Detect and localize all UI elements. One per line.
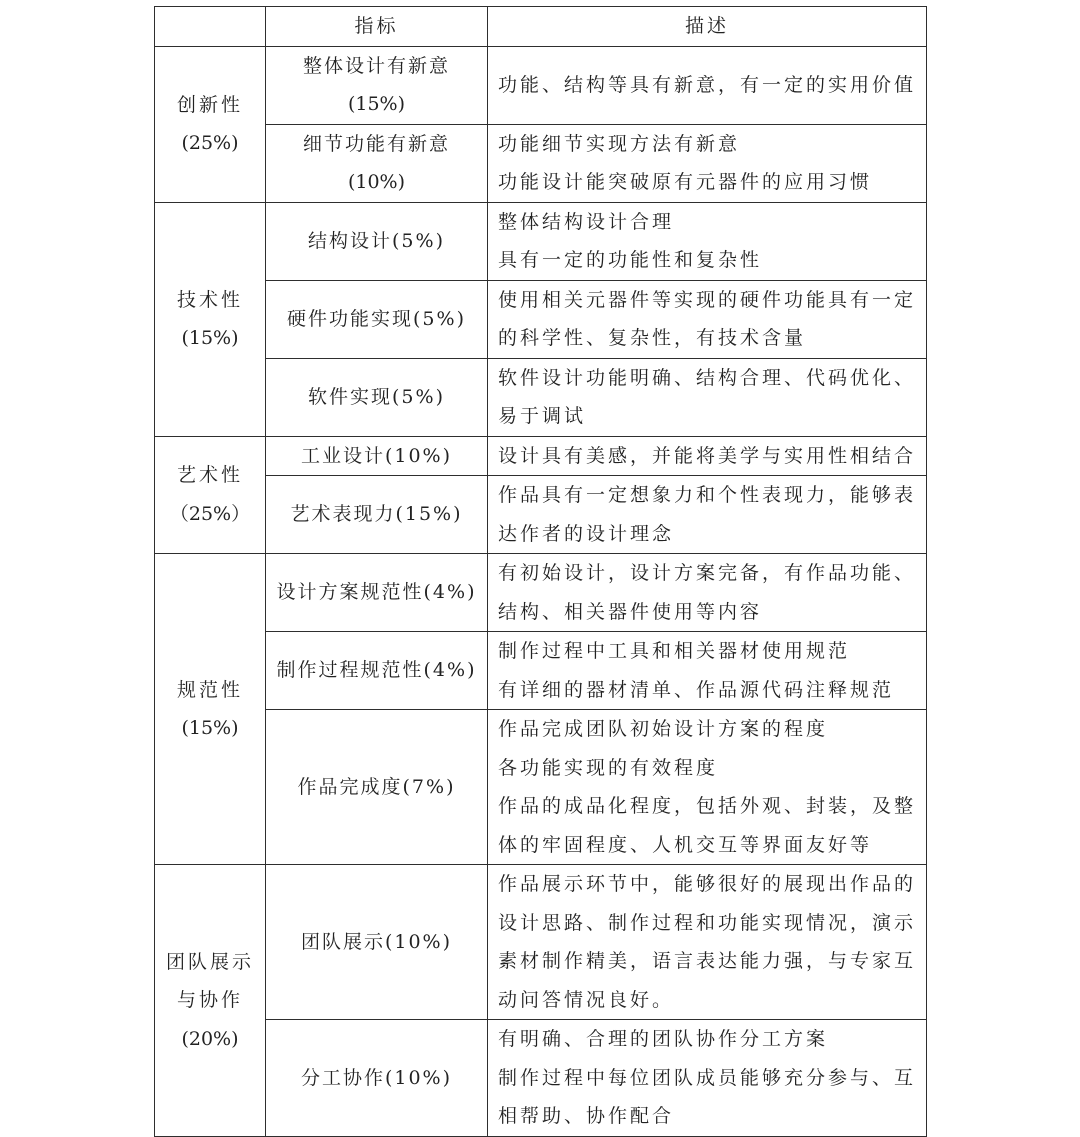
description-cell [488, 280, 927, 358]
description-line: 体的牢固程度、人机交互等界面友好等 [498, 833, 873, 856]
description-line: 设计思路、制作过程和功能实现情况，演示 [498, 911, 917, 934]
indicator-cell [266, 202, 488, 280]
table-header-row [155, 7, 927, 47]
indicator-weight: (10%) [347, 171, 406, 193]
category-weight: (25%) [181, 132, 239, 154]
category-cell [155, 865, 266, 1137]
category-name: 技术性 [176, 288, 243, 311]
header-description: 描述 [488, 7, 927, 47]
category-cell [155, 436, 266, 554]
description-line: 的科学性、复杂性，有技术含量 [498, 327, 807, 349]
table-row [155, 632, 927, 710]
description-line: 功能细节实现方法有新意 [498, 132, 741, 155]
description-line: 整体结构设计合理 [498, 210, 675, 233]
table-row [155, 280, 927, 358]
indicator-cell [266, 554, 488, 632]
indicator-cell [266, 46, 488, 124]
description-cell [488, 202, 927, 280]
description-line: 有明确、合理的团队协作分工方案 [498, 1028, 829, 1050]
description-line: 易于调试 [498, 405, 587, 427]
description-line: 功能设计能突破原有元器件的应用习惯 [498, 171, 873, 193]
description-cell [488, 710, 927, 865]
description-line: 作品完成团队初始设计方案的程度 [498, 718, 829, 740]
table-row [155, 865, 927, 1020]
description-cell [488, 1020, 927, 1137]
description-line: 达作者的设计理念 [498, 522, 675, 545]
indicator-cell [266, 1020, 488, 1137]
category-weight: (15%) [181, 717, 239, 739]
description-cell [488, 632, 927, 710]
indicator-cell [266, 358, 488, 436]
table-row [155, 436, 927, 476]
indicator-text: 结构设计(5%) [308, 229, 445, 252]
table-row [155, 46, 927, 124]
indicator-text: 制作过程规范性(4%) [276, 659, 477, 682]
indicator-cell [266, 710, 488, 865]
indicator-text: 工业设计(10%) [300, 444, 453, 467]
indicator-text: 设计方案规范性(4%) [276, 581, 477, 604]
table-row [155, 710, 927, 865]
indicator-weight: (15%) [347, 93, 406, 115]
indicator-text: 艺术表现力(15%) [290, 503, 463, 526]
indicator-cell [266, 865, 488, 1020]
description-line: 使用相关元器件等实现的硬件功能具有一定 [498, 288, 917, 311]
indicator-text: 硬件功能实现(5%) [287, 307, 466, 330]
description-line: 设计具有美感，并能将美学与实用性相结合 [498, 444, 917, 467]
header-indicator: 指标 [266, 7, 488, 47]
description-line: 软件设计功能明确、结构合理、代码优化、 [498, 366, 917, 389]
indicator-cell [266, 124, 488, 202]
description-line: 作品展示环节中，能够很好的展现出作品的 [498, 873, 917, 895]
category-name: 规范性 [176, 678, 243, 701]
description-line: 动问答情况良好。 [498, 988, 675, 1011]
description-line: 结构、相关器件使用等内容 [498, 600, 763, 623]
description-cell [488, 476, 927, 554]
description-line: 制作过程中工具和相关器材使用规范 [498, 640, 851, 662]
header-blank-cell [155, 7, 266, 47]
indicator-cell [266, 280, 488, 358]
indicator-text: 整体设计有新意 [302, 54, 450, 77]
category-cell [155, 554, 266, 865]
table-row [155, 1020, 927, 1137]
category-name: 创新性 [176, 93, 243, 116]
description-cell [488, 436, 927, 476]
description-cell [488, 46, 927, 124]
category-cell [155, 46, 266, 202]
description-line: 功能、结构等具有新意，有一定的实用价值 [498, 73, 917, 96]
category-weight: (15%) [181, 327, 239, 349]
description-line: 素材制作精美，语言表达能力强，与专家互 [498, 950, 917, 972]
description-line: 作品具有一定想象力和个性表现力，能够表 [498, 484, 917, 506]
description-line: 相帮助、协作配合 [498, 1105, 675, 1127]
category-cell [155, 202, 266, 436]
description-line: 有初始设计，设计方案完备，有作品功能、 [498, 562, 917, 584]
category-weight: （25%） [169, 502, 251, 525]
indicator-text: 分工协作(10%) [300, 1066, 453, 1089]
description-cell [488, 865, 927, 1020]
description-cell [488, 124, 927, 202]
table-row [155, 124, 927, 202]
category-name-line: 与协作 [176, 989, 243, 1011]
description-cell [488, 554, 927, 632]
table-row [155, 358, 927, 436]
description-line: 有详细的器材清单、作品源代码注释规范 [498, 678, 895, 701]
indicator-text: 团队展示(10%) [300, 930, 453, 953]
description-line: 具有一定的功能性和复杂性 [498, 249, 763, 271]
category-weight: (20%) [181, 1027, 239, 1050]
category-name-line: 团队展示 [165, 950, 254, 973]
description-line: 各功能实现的有效程度 [498, 756, 719, 779]
description-line: 作品的成品化程度，包括外观、封装，及整 [498, 795, 917, 817]
category-name: 艺术性 [176, 464, 243, 487]
table-row [155, 202, 927, 280]
indicator-text: 作品完成度(7%) [297, 775, 456, 798]
indicator-text: 细节功能有新意 [302, 132, 450, 155]
indicator-cell [266, 476, 488, 554]
description-cell [488, 358, 927, 436]
indicator-cell [266, 632, 488, 710]
description-line: 制作过程中每位团队成员能够充分参与、互 [498, 1066, 917, 1089]
indicator-cell [266, 436, 488, 476]
evaluation-criteria-table [154, 6, 927, 1137]
table-row [155, 476, 927, 554]
table-row [155, 554, 927, 632]
indicator-text: 软件实现(5%) [308, 385, 445, 408]
